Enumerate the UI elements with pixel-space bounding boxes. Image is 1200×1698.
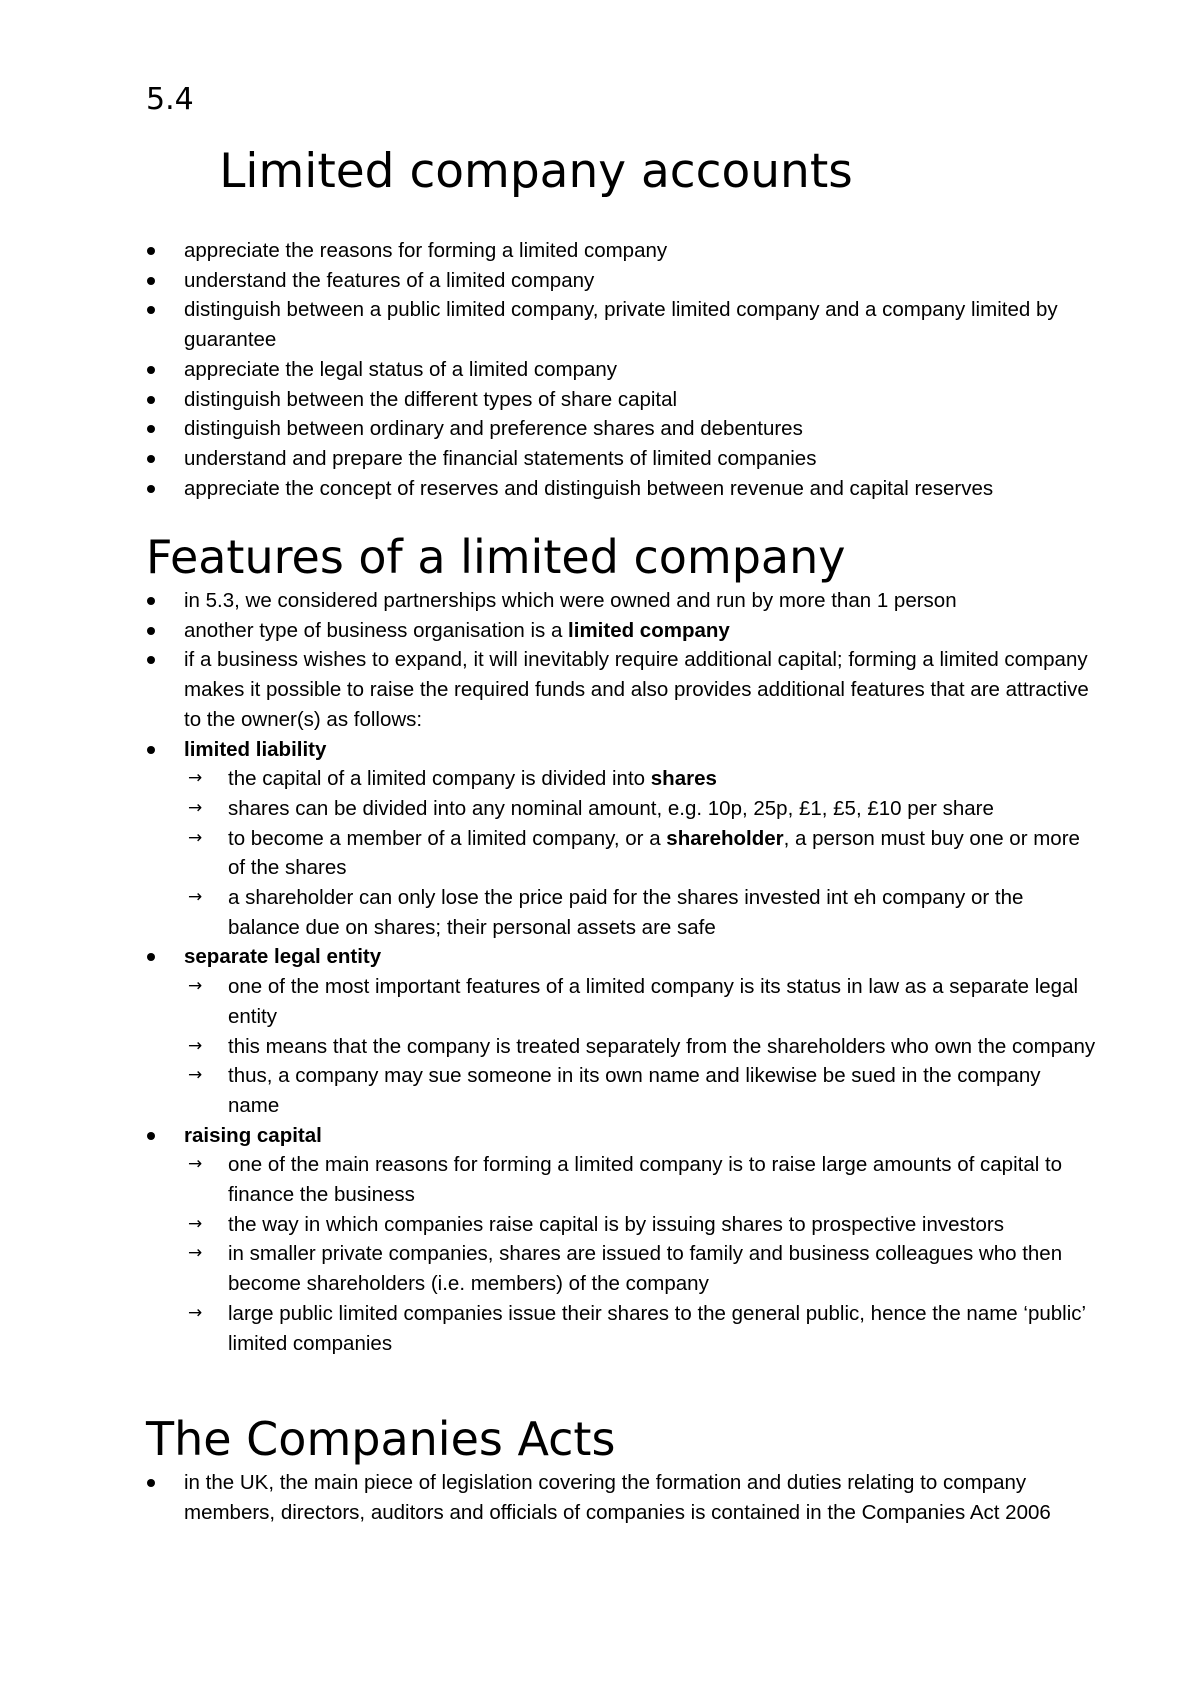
sub-item [146, 972, 1096, 1031]
item-text: thus, a company may sue someone in its own name and likewise be sued in the company name [228, 1064, 1041, 1117]
page-title: Limited company accounts [219, 144, 853, 199]
item-bold-text: shareholder [666, 826, 784, 850]
companies-acts-heading: The Companies Acts [146, 1412, 616, 1466]
item-text: one of the main reasons for forming a limited company is to raise large amounts of capital to finance the business [228, 1153, 1063, 1207]
objective-item: distinguish between ordinary and preference shares and debentures [146, 414, 1096, 444]
sub-item [146, 794, 1096, 824]
item-bold-text: shares [650, 767, 717, 791]
sub-item [146, 1299, 1096, 1358]
arrow-icon: → [188, 1213, 203, 1234]
arrow-icon: → [188, 1302, 203, 1323]
section-number: 5.4 [146, 82, 194, 117]
sub-item [146, 1210, 1096, 1240]
item-text: , a person must buy one or more of the shares [228, 826, 1080, 880]
item-text: the way in which companies raise capital is by issuing shares to prospective investors [228, 1212, 1004, 1236]
item-text: large public limited companies issue their shares to the general public, hence the name ‘public’ limited companies [228, 1301, 1086, 1355]
sub-item [146, 1239, 1096, 1298]
arrow-icon: → [188, 797, 203, 818]
item-text: this means that the company is treated separately from the shareholders who own the company [228, 1034, 1096, 1058]
item-text: in smaller private companies, shares are issued to family and business colleagues who then become shareholders (i.e. members) of the company [228, 1242, 1063, 1296]
feature-label-limited-liability: limited liability [146, 735, 1096, 765]
list-item [146, 616, 1096, 646]
features-heading: Features of a limited company [146, 530, 846, 584]
arrow-icon: → [188, 1154, 203, 1175]
companies-acts-list [146, 1468, 1096, 1527]
feature-label-separate-legal-entity: separate legal entity [146, 942, 1096, 972]
item-text: a shareholder can only lose the price paid for the shares invested int eh company or the balance due on shares; their personal assets are safe [228, 886, 1024, 939]
item-text: to become a member of a limited company, or a [228, 826, 667, 850]
arrow-icon: → [188, 1035, 203, 1056]
item-text: one of the most important features of a limited company is its status in law as a separate legal entity [228, 975, 1079, 1028]
item-bold-text: limited company [568, 618, 730, 642]
objective-item: understand the features of a limited company [146, 266, 1096, 296]
objective-item: understand and prepare the financial statements of limited companies [146, 444, 1096, 474]
arrow-icon: → [188, 768, 203, 789]
sub-item [146, 1061, 1096, 1120]
arrow-icon: → [188, 827, 203, 848]
objective-item: appreciate the legal status of a limited company [146, 355, 1096, 385]
feature-label-raising-capital: raising capital [146, 1121, 1096, 1151]
arrow-icon: → [188, 976, 203, 997]
item-text: shares can be divided into any nominal amount, e.g. 10p, 25p, £1, £5, £10 per share [228, 796, 994, 820]
arrow-icon: → [188, 887, 203, 908]
list-item: in 5.3, we considered partnerships which were owned and run by more than 1 person [146, 586, 1096, 616]
sub-item [146, 1032, 1096, 1062]
objectives-list [146, 236, 1096, 503]
list-item: if a business wishes to expand, it will inevitably require additional capital; forming a limited company makes it possible to raise the required funds and also provides additional features that are attractive to the owner(s) as follows: [146, 645, 1096, 734]
objective-item: distinguish between a public limited company, private limited company and a company limited by guarantee [146, 295, 1096, 354]
sub-item [146, 1150, 1096, 1209]
arrow-icon: → [188, 1065, 203, 1086]
item-text: the capital of a limited company is divided into [228, 767, 651, 791]
sub-item [146, 764, 1096, 794]
objective-item: appreciate the reasons for forming a limited company [146, 236, 1096, 266]
objective-item: appreciate the concept of reserves and distinguish between revenue and capital reserves [146, 474, 1096, 504]
list-item: in the UK, the main piece of legislation covering the formation and duties relating to company members, directors, auditors and officials of companies is contained in the Companies Act 2006 [146, 1468, 1096, 1527]
item-text: another type of business organisation is a [184, 618, 569, 642]
arrow-icon: → [188, 1243, 203, 1264]
features-list [146, 586, 1096, 1358]
sub-item [146, 883, 1096, 942]
sub-item [146, 824, 1096, 883]
objective-item: distinguish between the different types of share capital [146, 385, 1096, 415]
